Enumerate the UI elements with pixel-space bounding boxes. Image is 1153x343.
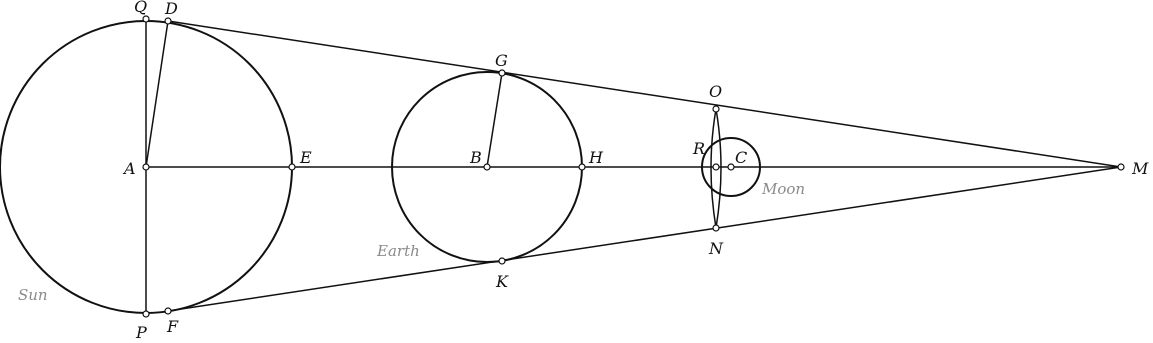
point-k [499,258,505,264]
point-d [165,18,171,24]
label-m: M [1132,159,1149,178]
label-r: R [693,139,706,158]
label-a: A [124,159,136,178]
point-p [143,311,149,317]
label-e: E [300,148,312,167]
tangent-line-fm [168,167,1121,311]
point-n [713,225,719,231]
point-q [143,16,149,22]
tangent-line-dm [168,21,1121,167]
point-e [289,164,295,170]
label-d: D [165,0,178,18]
label-sun: Sun [18,286,48,304]
label-q: Q [134,0,148,16]
label-o: O [709,82,723,101]
label-earth: Earth [377,242,420,260]
label-n: N [709,239,723,258]
label-b: B [470,148,482,167]
radius-line-bg [487,73,502,167]
label-moon: Moon [762,180,806,198]
label-p: P [136,323,147,342]
point-r [713,164,719,170]
point-a [143,164,149,170]
label-f: F [167,317,179,336]
label-h: H [589,148,603,167]
label-k: K [496,272,508,291]
label-c: C [735,148,748,167]
point-g [499,70,505,76]
label-g: G [495,51,508,70]
point-h [579,164,585,170]
point-o [713,106,719,112]
point-f [165,308,171,314]
point-c [728,164,734,170]
radius-line-ad [146,21,168,167]
point-m [1118,164,1124,170]
point-b [484,164,490,170]
